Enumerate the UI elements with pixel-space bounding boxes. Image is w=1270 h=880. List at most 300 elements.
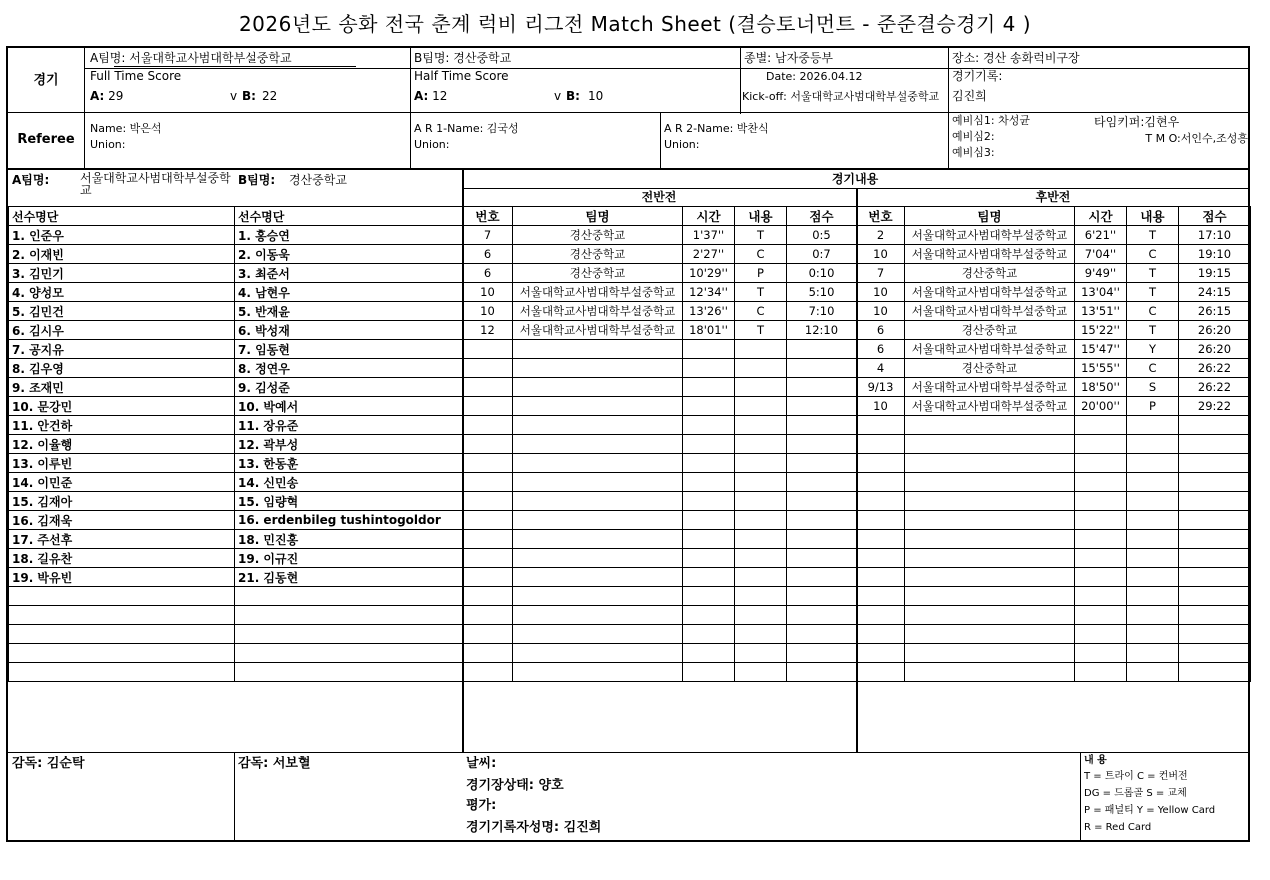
player-b: 5. 반재윤 xyxy=(235,302,463,321)
event-time: 2'27'' xyxy=(683,245,735,264)
event-time: 20'00'' xyxy=(1075,397,1127,416)
event-number xyxy=(463,454,513,473)
event-score xyxy=(787,416,857,435)
event-score: 0:10 xyxy=(787,264,857,283)
event-score: 0:5 xyxy=(787,226,857,245)
player-b: 11. 장유준 xyxy=(235,416,463,435)
second-half-header: 후반전 xyxy=(1035,190,1071,204)
event-team: 경산중학교 xyxy=(905,359,1075,378)
event-score xyxy=(787,473,857,492)
event-score xyxy=(1179,606,1251,625)
scoring-column-header: 번호 xyxy=(463,207,513,226)
player-a: 14. 이민준 xyxy=(9,473,235,492)
table-row xyxy=(9,568,463,587)
event-score xyxy=(787,663,857,682)
event-time: 7'04'' xyxy=(1075,245,1127,264)
player-b: 13. 한동훈 xyxy=(235,454,463,473)
event-number: 10 xyxy=(857,302,905,321)
event-number xyxy=(463,435,513,454)
event-type: T xyxy=(735,283,787,302)
referee-union: Union: xyxy=(90,138,126,151)
event-time: 10'29'' xyxy=(683,264,735,283)
event-team: 서울대학교사범대학부설중학교 xyxy=(905,340,1075,359)
event-type xyxy=(1127,435,1179,454)
event-type xyxy=(735,435,787,454)
event-time xyxy=(683,663,735,682)
player-a xyxy=(9,663,235,682)
ar2-name: A R 2-Name: 박찬식 xyxy=(664,122,769,135)
event-team xyxy=(905,530,1075,549)
event-team: 서울대학교사범대학부설중학교 xyxy=(905,302,1075,321)
player-a: 15. 김재아 xyxy=(9,492,235,511)
event-type xyxy=(1127,454,1179,473)
event-type: C xyxy=(1127,359,1179,378)
first-half-header: 전반전 xyxy=(641,190,677,204)
event-number xyxy=(463,473,513,492)
player-a: 9. 조재민 xyxy=(9,378,235,397)
table-row xyxy=(9,511,463,530)
event-score xyxy=(787,511,857,530)
event-number: 9/13 xyxy=(857,378,905,397)
event-team: 경산중학교 xyxy=(513,245,683,264)
event-time: 15'22'' xyxy=(1075,321,1127,340)
player-b: 7. 임동현 xyxy=(235,340,463,359)
table-row xyxy=(9,321,463,340)
table-row xyxy=(463,435,1251,454)
scoring-column-header: 번호 xyxy=(857,207,905,226)
event-time xyxy=(1075,625,1127,644)
event-time: 18'50'' xyxy=(1075,378,1127,397)
weather: 날씨: xyxy=(466,756,497,771)
event-time xyxy=(683,416,735,435)
tmo: T M O:서인수,조성흥 xyxy=(1145,132,1248,145)
player-b xyxy=(235,587,463,606)
event-number xyxy=(463,625,513,644)
table-row xyxy=(463,530,1251,549)
event-number xyxy=(463,663,513,682)
team-a-name: A팀명: 서울대학교사범대학부설중학교 xyxy=(90,51,292,65)
event-score: 0:7 xyxy=(787,245,857,264)
scoring-table xyxy=(462,206,1251,682)
full-b-score: 22 xyxy=(262,89,278,103)
event-score: 26:15 xyxy=(1179,302,1251,321)
event-time xyxy=(683,511,735,530)
player-b xyxy=(235,644,463,663)
event-type xyxy=(1127,587,1179,606)
event-type: T xyxy=(1127,321,1179,340)
event-time xyxy=(1075,606,1127,625)
event-number: 10 xyxy=(857,397,905,416)
event-number xyxy=(463,549,513,568)
referee-name: Name: 박은석 xyxy=(90,122,162,135)
table-row xyxy=(9,587,463,606)
event-team xyxy=(513,378,683,397)
roster-column-header: 선수명단 xyxy=(9,207,235,226)
event-type xyxy=(735,663,787,682)
event-type xyxy=(735,511,787,530)
timekeeper: 타임키퍼:김현우 xyxy=(1094,115,1180,129)
table-row xyxy=(463,359,1251,378)
event-score xyxy=(787,606,857,625)
event-number: 6 xyxy=(857,321,905,340)
half-time-label: Half Time Score xyxy=(414,69,509,83)
table-row xyxy=(463,454,1251,473)
ar1-name: A R 1-Name: 김국성 xyxy=(414,122,519,135)
event-team xyxy=(513,397,683,416)
full-b-label: B: xyxy=(242,89,256,103)
table-row xyxy=(9,549,463,568)
full-a-score: 29 xyxy=(108,89,124,103)
event-team xyxy=(905,416,1075,435)
event-team xyxy=(905,663,1075,682)
event-team xyxy=(905,625,1075,644)
event-team xyxy=(513,340,683,359)
table-row xyxy=(463,663,1251,682)
event-type: C xyxy=(735,302,787,321)
event-type xyxy=(735,492,787,511)
player-b: 14. 신민송 xyxy=(235,473,463,492)
table-row xyxy=(463,340,1251,359)
event-score xyxy=(1179,549,1251,568)
event-type: C xyxy=(1127,245,1179,264)
table-row xyxy=(9,264,463,283)
event-type xyxy=(1127,606,1179,625)
event-number xyxy=(463,530,513,549)
category: 종별: 남자중등부 xyxy=(744,51,834,65)
event-score: 26:22 xyxy=(1179,359,1251,378)
event-time xyxy=(683,625,735,644)
event-number xyxy=(857,454,905,473)
event-type xyxy=(735,473,787,492)
event-score xyxy=(787,492,857,511)
player-a: 17. 주선후 xyxy=(9,530,235,549)
event-number xyxy=(857,511,905,530)
scoring-column-header: 시간 xyxy=(1075,207,1127,226)
event-number: 4 xyxy=(857,359,905,378)
event-number xyxy=(857,644,905,663)
event-team: 경산중학교 xyxy=(513,264,683,283)
event-type xyxy=(735,549,787,568)
event-team: 서울대학교사범대학부설중학교 xyxy=(905,397,1075,416)
player-b: 4. 남현우 xyxy=(235,283,463,302)
event-number xyxy=(857,568,905,587)
legend-title: 내 용 xyxy=(1084,755,1107,766)
event-number: 6 xyxy=(857,340,905,359)
event-team: 서울대학교사범대학부설중학교 xyxy=(905,226,1075,245)
player-b: 18. 민진홍 xyxy=(235,530,463,549)
ar1-union: Union: xyxy=(414,138,450,151)
event-team xyxy=(905,454,1075,473)
event-score: 19:10 xyxy=(1179,245,1251,264)
event-score xyxy=(1179,644,1251,663)
player-b xyxy=(235,606,463,625)
ar2-union: Union: xyxy=(664,138,700,151)
event-score xyxy=(1179,473,1251,492)
recorder-name: 김진희 xyxy=(952,89,987,103)
event-team xyxy=(513,625,683,644)
player-a: 7. 공지유 xyxy=(9,340,235,359)
event-team: 경산중학교 xyxy=(905,321,1075,340)
event-time xyxy=(683,644,735,663)
player-b: 19. 이규진 xyxy=(235,549,463,568)
player-a: 1. 인준우 xyxy=(9,226,235,245)
scoring-column-header: 내용 xyxy=(735,207,787,226)
event-type: Y xyxy=(1127,340,1179,359)
player-a: 2. 이재빈 xyxy=(9,245,235,264)
ground-condition: 경기장상태: 양호 xyxy=(466,778,564,793)
table-row xyxy=(9,340,463,359)
event-time: 9'49'' xyxy=(1075,264,1127,283)
event-time: 13'51'' xyxy=(1075,302,1127,321)
event-time: 13'04'' xyxy=(1075,283,1127,302)
event-team: 서울대학교사범대학부설중학교 xyxy=(513,321,683,340)
event-score: 26:20 xyxy=(1179,321,1251,340)
event-type xyxy=(1127,530,1179,549)
recorder-signature: 경기기록자성명: 김진희 xyxy=(466,820,602,835)
game-header: 경기내용 xyxy=(831,172,879,186)
player-a: 16. 김재욱 xyxy=(9,511,235,530)
event-score xyxy=(1179,568,1251,587)
event-time xyxy=(1075,454,1127,473)
table-row xyxy=(463,625,1251,644)
event-number: 10 xyxy=(857,245,905,264)
player-a: 12. 이율행 xyxy=(9,435,235,454)
event-number xyxy=(463,359,513,378)
event-type xyxy=(1127,492,1179,511)
event-team xyxy=(513,511,683,530)
table-row xyxy=(9,283,463,302)
table-row xyxy=(463,416,1251,435)
event-type xyxy=(1127,625,1179,644)
event-time xyxy=(1075,511,1127,530)
table-row xyxy=(9,530,463,549)
table-row xyxy=(9,416,463,435)
event-number: 7 xyxy=(857,264,905,283)
event-team: 서울대학교사범대학부설중학교 xyxy=(513,302,683,321)
event-number: 10 xyxy=(857,283,905,302)
roster-table xyxy=(8,206,463,682)
event-time xyxy=(1075,587,1127,606)
event-time xyxy=(1075,473,1127,492)
event-score xyxy=(1179,625,1251,644)
event-team: 경산중학교 xyxy=(513,226,683,245)
event-number xyxy=(857,625,905,644)
venue: 장소: 경산 송화럭비구장 xyxy=(952,51,1080,65)
event-type xyxy=(735,359,787,378)
event-type xyxy=(1127,568,1179,587)
event-time xyxy=(683,492,735,511)
team-b-fullname: 경산중학교 xyxy=(288,173,347,187)
event-team: 서울대학교사범대학부설중학교 xyxy=(905,283,1075,302)
legend-line: P = 패널티 Y = Yellow Card xyxy=(1084,805,1216,816)
event-type xyxy=(735,416,787,435)
event-time xyxy=(683,359,735,378)
event-type: T xyxy=(735,226,787,245)
event-type xyxy=(735,454,787,473)
event-score xyxy=(787,359,857,378)
table-row xyxy=(463,549,1251,568)
player-a: 3. 김민기 xyxy=(9,264,235,283)
table-row xyxy=(9,359,463,378)
player-a: 18. 길유찬 xyxy=(9,549,235,568)
event-score: 26:22 xyxy=(1179,378,1251,397)
table-row xyxy=(463,226,1251,245)
player-b: 15. 임량혁 xyxy=(235,492,463,511)
table-row xyxy=(9,644,463,663)
event-type xyxy=(1127,416,1179,435)
table-row xyxy=(463,264,1251,283)
event-type xyxy=(1127,511,1179,530)
half-a-label: A: xyxy=(414,89,429,103)
event-time xyxy=(1075,663,1127,682)
team-b-name: B팀명: 경산중학교 xyxy=(414,51,512,65)
coach-b: 감독: 서보혈 xyxy=(238,756,311,771)
event-score xyxy=(787,644,857,663)
event-team xyxy=(513,435,683,454)
table-row xyxy=(463,302,1251,321)
player-b: 10. 박예서 xyxy=(235,397,463,416)
page-title: 2026년도 송화 전국 춘계 럭비 리그전 Match Sheet (결승토너먼트 - 준준결승경기 4 ) xyxy=(238,12,1032,36)
event-score xyxy=(787,397,857,416)
event-type xyxy=(1127,549,1179,568)
event-number xyxy=(857,549,905,568)
legend-line: R = Red Card xyxy=(1084,822,1152,833)
table-row xyxy=(463,321,1251,340)
event-score xyxy=(787,625,857,644)
event-type xyxy=(735,587,787,606)
event-score xyxy=(1179,435,1251,454)
table-row xyxy=(9,663,463,682)
event-number xyxy=(857,606,905,625)
event-type xyxy=(1127,644,1179,663)
table-row xyxy=(463,397,1251,416)
event-time xyxy=(683,454,735,473)
player-a: 10. 문강민 xyxy=(9,397,235,416)
event-team xyxy=(513,587,683,606)
event-team xyxy=(905,435,1075,454)
player-b xyxy=(235,625,463,644)
event-number xyxy=(857,663,905,682)
player-a xyxy=(9,644,235,663)
table-row xyxy=(463,283,1251,302)
event-score xyxy=(787,435,857,454)
player-b: 12. 곽부성 xyxy=(235,435,463,454)
event-number: 2 xyxy=(857,226,905,245)
table-row xyxy=(9,226,463,245)
event-score xyxy=(1179,492,1251,511)
full-v: v xyxy=(230,89,238,103)
event-team xyxy=(513,549,683,568)
event-number xyxy=(463,492,513,511)
table-row xyxy=(463,644,1251,663)
event-type xyxy=(735,378,787,397)
half-a-score: 12 xyxy=(432,89,448,103)
event-type xyxy=(735,625,787,644)
table-row xyxy=(9,435,463,454)
event-number xyxy=(857,492,905,511)
event-type xyxy=(735,606,787,625)
event-score xyxy=(1179,663,1251,682)
event-team: 경산중학교 xyxy=(905,264,1075,283)
table-row xyxy=(9,606,463,625)
table-row xyxy=(9,378,463,397)
roster-column-header: 선수명단 xyxy=(235,207,463,226)
event-time xyxy=(683,435,735,454)
table-row xyxy=(463,606,1251,625)
event-time xyxy=(1075,416,1127,435)
team-a-fullname: 서울대학교사범대학부설중학교 xyxy=(80,172,231,196)
event-number: 12 xyxy=(463,321,513,340)
table-row xyxy=(9,397,463,416)
event-type: T xyxy=(735,321,787,340)
event-team xyxy=(905,473,1075,492)
event-time xyxy=(683,397,735,416)
table-row xyxy=(463,511,1251,530)
event-team xyxy=(905,644,1075,663)
event-team: 서울대학교사범대학부설중학교 xyxy=(905,245,1075,264)
event-number: 6 xyxy=(463,264,513,283)
legend-line: DG = 드롭골 S = 교체 xyxy=(1084,788,1187,799)
event-number xyxy=(463,416,513,435)
event-team xyxy=(905,511,1075,530)
event-time: 18'01'' xyxy=(683,321,735,340)
table-row xyxy=(463,492,1251,511)
table-row xyxy=(463,587,1251,606)
event-time xyxy=(1075,530,1127,549)
table-row xyxy=(463,378,1251,397)
coach-a: 감독: 김순탁 xyxy=(12,756,85,771)
event-type: T xyxy=(1127,283,1179,302)
event-score xyxy=(1179,511,1251,530)
event-type: C xyxy=(1127,302,1179,321)
table-row xyxy=(9,245,463,264)
event-time xyxy=(683,340,735,359)
event-score: 26:20 xyxy=(1179,340,1251,359)
player-b: 8. 정연우 xyxy=(235,359,463,378)
reserve-2: 예비심2: xyxy=(952,130,995,143)
event-score: 19:15 xyxy=(1179,264,1251,283)
event-number: 10 xyxy=(463,283,513,302)
event-score xyxy=(787,587,857,606)
event-team xyxy=(905,606,1075,625)
event-score xyxy=(787,378,857,397)
event-time xyxy=(683,378,735,397)
event-score xyxy=(1179,416,1251,435)
event-time xyxy=(683,530,735,549)
player-a xyxy=(9,587,235,606)
event-type: P xyxy=(735,264,787,283)
event-time xyxy=(683,606,735,625)
event-number xyxy=(463,397,513,416)
event-score xyxy=(787,568,857,587)
event-team xyxy=(513,454,683,473)
scoring-column-header: 내용 xyxy=(1127,207,1179,226)
event-number xyxy=(857,435,905,454)
player-a xyxy=(9,606,235,625)
event-time: 13'26'' xyxy=(683,302,735,321)
half-b-label: B: xyxy=(566,89,580,103)
event-time: 1'37'' xyxy=(683,226,735,245)
referee-label: Referee xyxy=(17,132,75,147)
player-b xyxy=(235,663,463,682)
roster-header-row xyxy=(9,207,463,226)
event-score: 17:10 xyxy=(1179,226,1251,245)
event-number xyxy=(857,416,905,435)
event-score: 24:15 xyxy=(1179,283,1251,302)
scoring-column-header: 팀명 xyxy=(513,207,683,226)
event-number: 10 xyxy=(463,302,513,321)
player-b: 6. 박성재 xyxy=(235,321,463,340)
